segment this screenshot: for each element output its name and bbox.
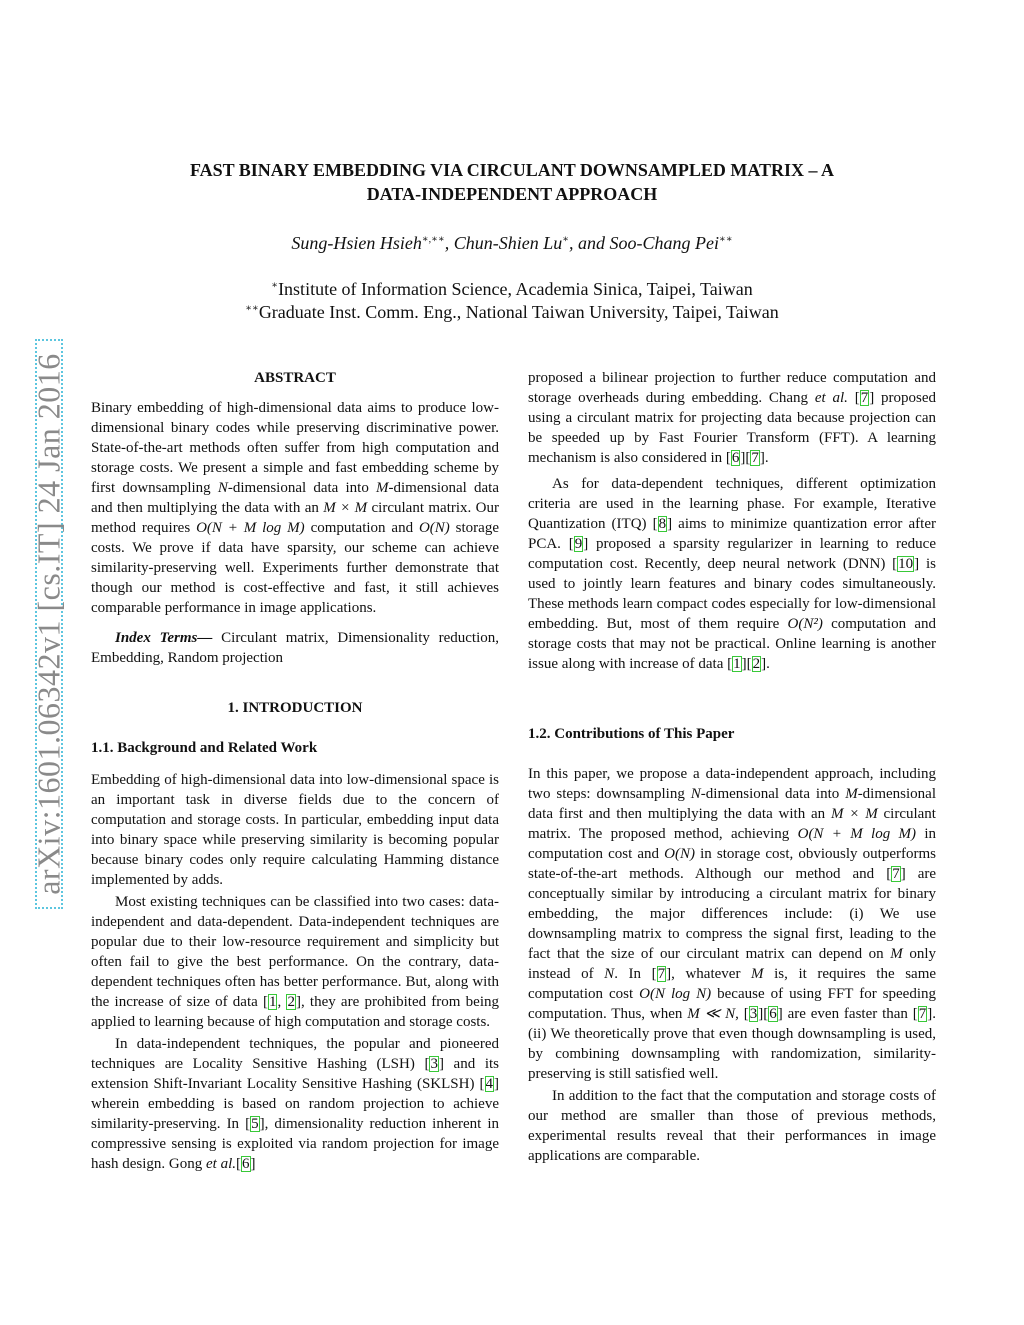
affiliation-1-mark: ∗ bbox=[271, 280, 279, 291]
right-p1-text-b: proposed using a circulant matrix for projecting data because projection can be speeded up by Fast Fourier Transform (FFT). A learning mechanism is also considered in bbox=[528, 390, 936, 466]
contrib-text-g: are conceptually similar by introducing a circulant matrix for binary embedding, the major differences include: (i) We use downsampling matrix to compress the signal first, leading to the fact that the size of our circulant matrix can depend on bbox=[528, 866, 936, 962]
right-p2-text-e: computation and storage costs that may not be practical. Online learning is another issue along with increase of data bbox=[528, 616, 936, 672]
contrib-text-c: -dimensional data first and then multiplying the data with an bbox=[528, 786, 937, 822]
contrib-text-d: circulant matrix. The proposed method, achieving bbox=[528, 806, 936, 842]
math-cost: O(N + M log M) bbox=[196, 520, 305, 536]
contrib-text-j: , whatever bbox=[671, 966, 752, 982]
abstract-text bbox=[91, 398, 499, 618]
author-1: Sung-Hsien Hsieh bbox=[291, 233, 422, 253]
math-m-ll-n: M ≪ N bbox=[687, 1006, 736, 1022]
arxiv-id: arXiv:1601.06342v1 [cs.IT] 24 Jan 2016 bbox=[30, 353, 67, 895]
author-3: , and Soo-Chang Pei bbox=[569, 233, 720, 253]
data-dependent-paragraph: As for data-dependent techniques, different optimization criteria are used in the learning phase. For example, Iterative Quantization (ITQ) [8] aims to minimize quantization error after PCA. [9] proposed a sparsity regularizer in learning to reduce computation cost. Recently, deep neural network (DNN) [10] is used to jointly learn features and binary codes simultaneously. These methods learn compact codes especially for low-dimensional embedding. But, most of them require O(N²) computation and storage costs that may not be practical. Online learning is another issue along with increase of data [1][2]. bbox=[528, 476, 936, 672]
abstract-text-1: Binary embedding of high-dimensional data aims to produce low-dimensional binary codes while preserving discriminative power. State-of-the-art methods often suffer from high computation and storage costs. We present a simple and fast embedding scheme by first downsampling bbox=[91, 400, 499, 496]
citation-10[interactable]: 10 bbox=[898, 556, 914, 572]
intro-p3-text-c: wherein embedding is based on random projection to achieve similarity-preserving. In bbox=[91, 1096, 499, 1132]
math-mxm: M × M bbox=[323, 500, 368, 516]
contributions-paragraph: In this paper, we propose a data-independent approach, including two steps: downsampling N-dimensional data into M-dimensional data first and then multiplying the data with an M × M circulant matrix. The proposed method, achieving O(N + M log M) in computation cost and O(N) in storage cost, obviously outperforms state-of-the-art methods. Although our method and [7] are conceptually similar by introducing a circulant matrix for binary embedding, the major differences include: (i) We use downsampling matrix to compress the signal first, leading to the fact that the size of our circulant matrix can depend on M only instead of N. In [7], whatever M is, it requires the same computation cost O(N log N) because of using FFT for speeding computation. Thus, when M ≪ N, [3][6] are even faster than [7]. (ii) We theoretically prove that even though downsampling is used, by combining downsampling with randomization, similarity-preserving is still satisfied well. bbox=[528, 766, 937, 1082]
abstract-text-4: circulant matrix. Our method requires bbox=[91, 500, 499, 536]
affiliation-2-text: Graduate Inst. Comm. Eng., National Taiwan University, Taipei, Taiwan bbox=[258, 302, 779, 322]
contrib-text-l: because of using FFT for speeding computation. Thus, when bbox=[528, 986, 937, 1022]
index-terms-text: Circulant matrix, Dimensionality reduction, Embedding, Random projection bbox=[91, 630, 500, 666]
et-al: et al. bbox=[206, 1156, 236, 1172]
citation-6[interactable]: 6 bbox=[242, 1156, 250, 1172]
author-1-mark: ∗,∗∗ bbox=[421, 234, 445, 245]
abstract-text-3: -dimensional data and then multiplying the data with an bbox=[91, 480, 499, 516]
citation-1b[interactable]: 1 bbox=[733, 656, 741, 672]
abstract-text-5: computation and bbox=[304, 520, 419, 536]
math-on2: O(N²) bbox=[787, 616, 823, 632]
citation-7b[interactable]: 7 bbox=[751, 450, 759, 466]
author-2: , Chun-Shien Lu bbox=[444, 233, 563, 253]
intro-paragraph-1: Embedding of high-dimensional data into low-dimensional space is an important task in diverse fields due to the concern of computation and storage costs. In particular, embedding input data into binary space while preserving similarity is becoming popular because binary codes only require calculating Hamming distance implemented by adds. bbox=[91, 772, 499, 888]
abstract-text-6: storage costs. We prove if data have sparsity, our scheme can achieve similarity-preserving well. Experiments further demonstrate that though our method is cost-effective and fast, it still achieves comparable performance in image applications. bbox=[91, 520, 499, 616]
intro-p2-text-b: ], they are prohibited from being applied to learning because of high computation and storage costs. bbox=[91, 994, 500, 1030]
contrib-text-m: are even faster than bbox=[782, 1006, 913, 1022]
author-list bbox=[120, 231, 904, 255]
contrib-text-n: . (ii) We theoretically prove that even though downsampling is used, by combining downsampling with randomization, similarity-preserving is still satisfied well. bbox=[528, 1006, 936, 1082]
intro-heading: 1. INTRODUCTION bbox=[227, 700, 363, 716]
math-onlogn: O(N log N) bbox=[639, 986, 712, 1002]
left-column bbox=[91, 368, 499, 1174]
affiliation-2-mark: ∗∗ bbox=[245, 303, 259, 314]
math-m-3: M bbox=[890, 946, 903, 962]
citation-6b[interactable]: 6 bbox=[731, 450, 740, 466]
contrib-text-e: in computation cost and bbox=[528, 826, 937, 862]
contrib-text-f: in storage cost, obviously outperforms state-of-the-art methods. Although our method and bbox=[528, 846, 936, 882]
contrib-text-a: In this paper, we propose a data-independent approach, including two steps: downsampling bbox=[528, 766, 936, 802]
intro-p3-text-b: and its extension Shift-Invariant Locality Sensitive Hashing (SKLSH) bbox=[91, 1056, 499, 1092]
contrib-text-b: -dimensional data into bbox=[700, 786, 846, 802]
title-line-2: DATA-INDEPENDENT APPROACH bbox=[366, 184, 658, 204]
citation-6c[interactable]: 6 bbox=[769, 1006, 777, 1022]
contributions-paragraph-2: In addition to the fact that the computation and storage costs of our method are smaller than those of previous methods, experimental results reveal that their performances in image applications are comparable. bbox=[528, 1088, 936, 1164]
affiliations bbox=[120, 278, 904, 324]
affiliation-1 bbox=[120, 278, 904, 301]
et-al-2: et al. bbox=[814, 390, 848, 406]
citation-3[interactable]: 3 bbox=[430, 1056, 438, 1072]
citation-3b[interactable]: 3 bbox=[749, 1006, 758, 1022]
right-p2-text-a: As for data-dependent techniques, different optimization criteria are used in the learning phase. For example, Iterative Quantization (ITQ) bbox=[528, 476, 936, 532]
subsection-1-2: 1.2. Contributions of This Paper bbox=[528, 726, 735, 742]
math-n-3: N bbox=[604, 966, 615, 982]
contrib-text-h: only instead of bbox=[528, 946, 936, 982]
math-n-2: N bbox=[690, 786, 701, 802]
citation-7[interactable]: 7 bbox=[860, 390, 869, 406]
intro-paragraph-2: Most existing techniques can be classified into two cases: data-independent and data-dependent. Data-independent techniques are popular due to their low-resource requirement and simplicity but often fail to give the best performance. On the contrary, data-dependent techniques often has better performance. But, along with the increase of size of data [1, 2], they are prohibited from being applied to learning because of high computation and storage costs. bbox=[91, 894, 500, 1030]
related-work-continued: proposed a bilinear projection to further reduce computation and storage overheads during embedding. Chang et al. [7] proposed using a circulant matrix for projecting data because projection can be speeded up by Fast Fourier Transform (FFT). A learning mechanism is also considered in [6][7]. bbox=[528, 370, 936, 466]
paper-title bbox=[120, 158, 904, 206]
index-terms bbox=[91, 628, 499, 668]
right-p2-text-b: aims to minimize quantization error after PCA. bbox=[528, 516, 936, 552]
intro-p2-text-a: Most existing techniques can be classified into two cases: data-independent and data-dependent. Data-independent techniques are popular due to their low-resource requirement and simplicity but often fail to give the best performance. On the contrary, data-dependent techniques often has better performance. But, along with the increase of size of data [ bbox=[91, 894, 499, 1010]
intro-p3-text-d: , dimensionality reduction inherent in compressive sensing is exploited via random projection for image hash design. Gong bbox=[91, 1116, 499, 1172]
intro-paragraph-3: In data-independent techniques, the popular and pioneered techniques are Locality Sensitive Hashing (LSH) [3] and its extension Shift-Invariant Locality Sensitive Hashing (SKLSH) [4] wherein embedding is based on random projection to achieve similarity-preserving. In [5], dimensionality reduction inherent in compressive sensing is exploited via random projection for image hash design. Gong et al.[6] bbox=[91, 1036, 499, 1172]
citation-4[interactable]: 4 bbox=[485, 1076, 493, 1092]
math-mxm-2: M × M bbox=[830, 806, 878, 822]
arxiv-sidebar-stamp bbox=[30, 340, 67, 908]
author-2-mark: ∗ bbox=[562, 234, 570, 245]
affiliation-2 bbox=[120, 301, 904, 324]
author-3-mark: ∗∗ bbox=[719, 234, 733, 245]
right-p2-text-d: is used to jointly learn features and binary codes simultaneously. These methods learn compact codes especially for low-dimensional embedding. But, most of them require bbox=[528, 556, 936, 632]
right-p2-text-c: proposed a sparsity regularizer in learning to reduce computation cost. Recently, deep neural network (DNN) bbox=[528, 536, 936, 572]
math-m-4: M bbox=[751, 966, 764, 982]
math-m: M bbox=[376, 480, 389, 496]
abstract-heading: ABSTRACT bbox=[254, 370, 336, 386]
contrib-text-k: is, it requires the same computation cost bbox=[528, 966, 937, 1002]
abstract-text-2: -dimensional data into bbox=[227, 480, 377, 496]
math-n: N bbox=[217, 480, 228, 496]
subsection-1-1: 1.1. Background and Related Work bbox=[91, 740, 318, 756]
title-line-1: FAST BINARY EMBEDDING VIA CIRCULANT DOWNSAMPLED MATRIX – A bbox=[189, 160, 835, 180]
math-m-2: M bbox=[845, 786, 858, 802]
citation-7d[interactable]: 7 bbox=[657, 966, 666, 982]
citation-9[interactable]: 9 bbox=[574, 536, 583, 552]
citation-7e[interactable]: 7 bbox=[918, 1006, 927, 1022]
right-p1-text-a: proposed a bilinear projection to further reduce computation and storage overheads during embedding. Chang bbox=[528, 370, 936, 406]
citation-2[interactable]: 2 bbox=[287, 994, 295, 1010]
index-terms-label: Index Terms— bbox=[115, 630, 213, 646]
citation-7c[interactable]: 7 bbox=[892, 866, 900, 882]
contrib-text-i: . In bbox=[614, 966, 652, 982]
math-on-2: O(N) bbox=[664, 846, 695, 862]
intro-p3-text-a: In data-independent techniques, the popular and pioneered techniques are Locality Sensitive Hashing (LSH) bbox=[91, 1036, 499, 1072]
citation-2b[interactable]: 2 bbox=[752, 656, 761, 672]
affiliation-1-text: Institute of Information Science, Academia Sinica, Taipei, Taiwan bbox=[278, 279, 753, 299]
math-on: O(N) bbox=[418, 520, 450, 536]
right-column bbox=[528, 368, 936, 1166]
citation-8[interactable]: 8 bbox=[658, 516, 667, 532]
citation-1[interactable]: 1 bbox=[268, 994, 277, 1010]
math-cost-2: O(N + M log M) bbox=[797, 826, 917, 842]
citation-5[interactable]: 5 bbox=[251, 1116, 259, 1132]
